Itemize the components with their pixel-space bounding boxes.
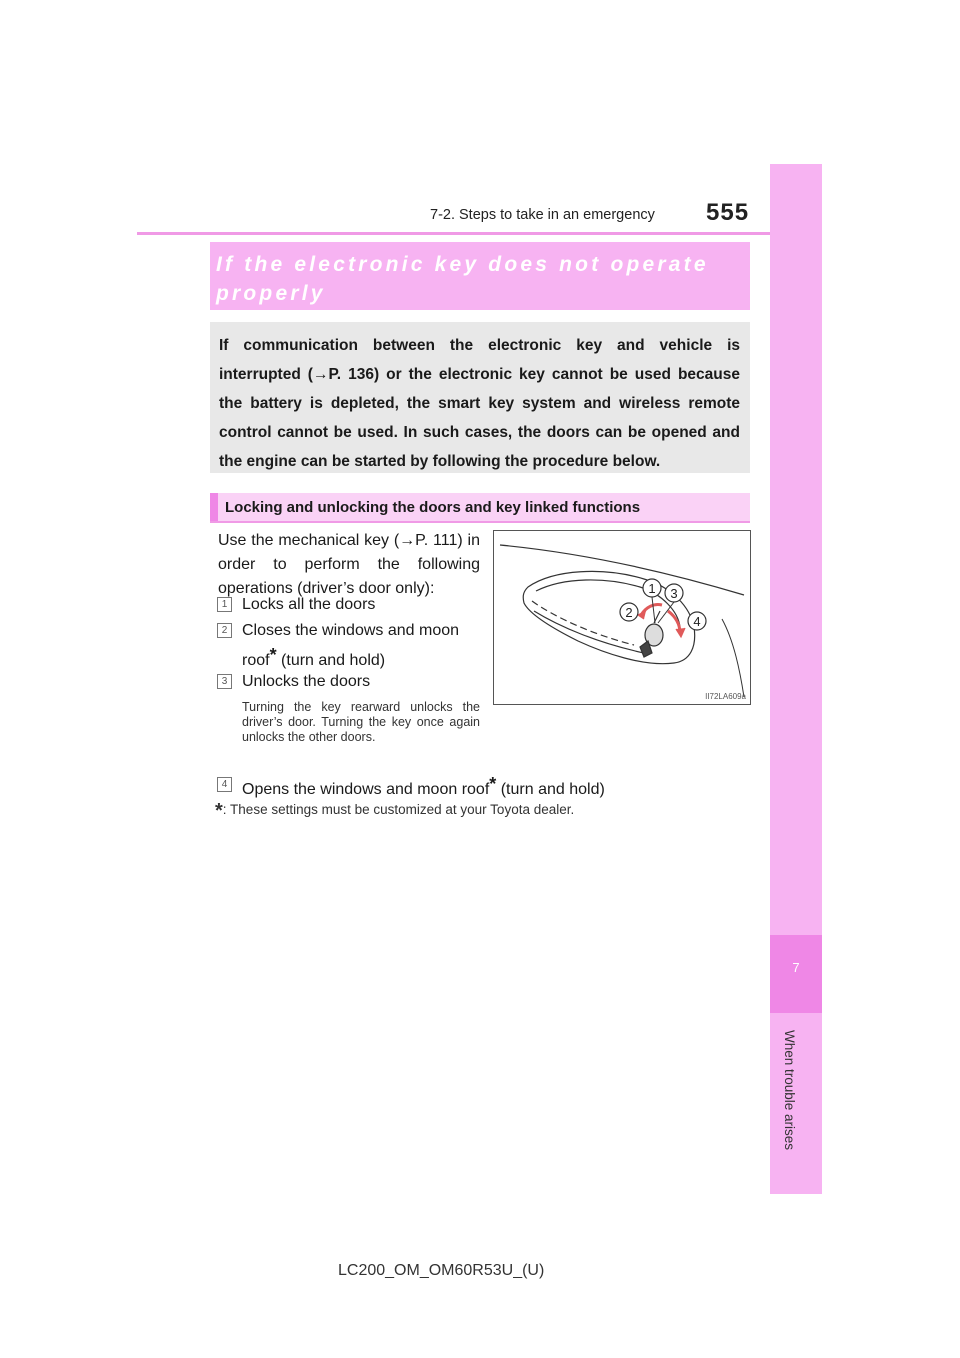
step-3-number-icon: 3 xyxy=(217,674,232,689)
subsection-accent-bar xyxy=(210,493,218,521)
callout-3: 3 xyxy=(670,586,678,601)
step-1-text: Locks all the doors xyxy=(242,596,376,613)
chapter-title: When trouble arises xyxy=(782,1030,797,1151)
step-2-text: Closes the windows and moon xyxy=(242,622,460,639)
footnote xyxy=(215,800,574,823)
door-handle-key-drawing xyxy=(494,531,750,704)
section-title-line-2: properly xyxy=(216,282,326,305)
step-2-text-tail: (turn and hold) xyxy=(276,652,386,669)
section-reference: 7-2. Steps to take in an emergency xyxy=(430,207,655,223)
procedure-intro: Use the mechanical key (→P. 111) in order to perform the following operations (driver’s door only): xyxy=(218,532,480,597)
section-title-line-1: If the electronic key does not operate xyxy=(216,253,709,276)
door-handle-illustration xyxy=(493,530,751,705)
callout-1: 1 xyxy=(648,581,656,596)
page-number: 555 xyxy=(706,199,750,226)
step-4-text-tail: (turn and hold) xyxy=(496,781,605,798)
figure-code: II72LA609a xyxy=(705,692,746,701)
chapter-number: 7 xyxy=(792,960,800,975)
asterisk-icon: * xyxy=(269,645,277,665)
step-4-text xyxy=(242,772,605,802)
callout-2: 2 xyxy=(625,605,633,620)
step-3-text: Unlocks the doors xyxy=(242,673,371,690)
asterisk-icon: * xyxy=(215,800,223,822)
subsection-divider xyxy=(210,521,750,523)
document-code-footer: LC200_OM_OM60R53U_(U) xyxy=(338,1262,545,1279)
asterisk-icon: * xyxy=(489,774,497,794)
step-4-number-icon: 4 xyxy=(217,777,232,792)
step-4-text-main: Opens the windows and moon roof xyxy=(242,781,490,798)
section-title xyxy=(216,250,736,308)
footnote-text: : These settings must be customized at your Toyota dealer. xyxy=(222,802,575,817)
step-2-number-icon: 2 xyxy=(217,623,232,638)
callout-4: 4 xyxy=(693,614,701,629)
step-3-note: Turning the key rearward unlocks the driver’s door. Turning the key once again unlocks the other doors. xyxy=(242,700,480,744)
subsection-title: Locking and unlocking the doors and key linked functions xyxy=(225,499,641,516)
step-2-text-continued xyxy=(242,643,385,673)
step-2-text-roof: roof xyxy=(242,652,270,669)
intro-text: If communication between the electronic key and vehicle is interrupted (→P. 136) or the electronic key cannot be used because the battery is depleted, the smart key system and wireless remote control cannot be used. In such cases, the doors can be opened and the engine can be started by following the procedure below. xyxy=(219,337,740,470)
header-divider xyxy=(137,232,822,235)
step-1-number-icon: 1 xyxy=(217,597,232,612)
